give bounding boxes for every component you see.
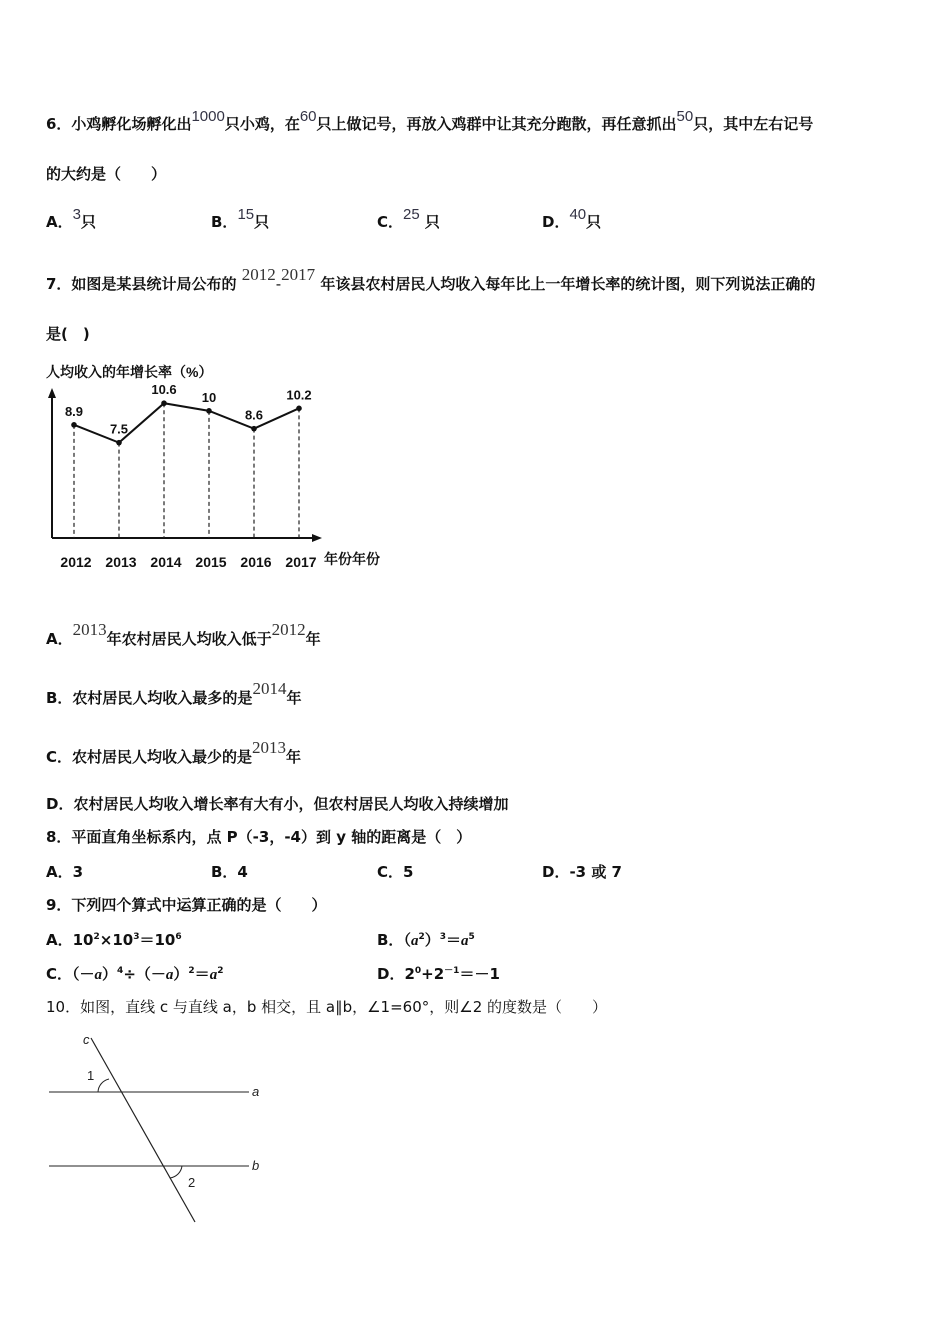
q6-option-b-unit: 只 xyxy=(254,213,270,231)
q6-option-c-value: 25 xyxy=(403,206,420,223)
q6-number-50: 50 xyxy=(676,108,694,125)
data-label-2015: 10 xyxy=(201,389,217,405)
q9-option-a xyxy=(46,929,182,950)
q7-year-2017: 2017 xyxy=(281,265,316,284)
label-angle-2: 2 xyxy=(188,1175,196,1190)
parallel-lines-figure xyxy=(45,1030,275,1230)
x-tick-2016: 2016 xyxy=(240,554,272,570)
q9-a-exp-1: 2 xyxy=(93,932,100,942)
q9-question: 9．下列四个算式中运算正确的是（ ） xyxy=(46,896,327,914)
q9-option-b xyxy=(377,929,475,950)
angle-1-arc xyxy=(98,1079,109,1092)
q7-text-2: 年该县农村居民人均收入每年比上一年增长率的统计图，则下列说法正确的 xyxy=(320,275,816,293)
q6-option-a xyxy=(46,206,96,232)
q9-c-exp-1: 4 xyxy=(117,966,124,976)
data-label-2012: 8.9 xyxy=(64,403,84,419)
q9-option-d xyxy=(377,963,500,984)
q6-text-4: 只，其中左右记号 xyxy=(693,115,814,133)
q6-number-60: 60 xyxy=(299,108,317,125)
q7-option-a-text-1: 年农村居民人均收入低于 xyxy=(106,630,272,648)
x-axis-arrow xyxy=(312,534,322,542)
q9-d-exp-2: －1 xyxy=(444,966,460,976)
q6-option-a-label: A． xyxy=(46,213,73,231)
x-tick-2012: 2012 xyxy=(60,554,92,570)
q9-option-c xyxy=(46,963,223,984)
q6-option-b xyxy=(211,206,270,232)
q8-option-a: A．3 xyxy=(46,863,84,881)
data-point-2016 xyxy=(251,426,257,432)
q7-option-c xyxy=(46,738,302,767)
q6-line-2: 的大约是（ ） xyxy=(46,165,167,183)
q9-b-var-1: a xyxy=(410,933,419,949)
data-point-2013 xyxy=(116,440,122,446)
data-point-2017 xyxy=(296,406,302,412)
q9-c-paren-1: （－ xyxy=(72,965,95,983)
q7-year-2012: 2012 xyxy=(241,265,276,284)
q9-b-eq: ＝ xyxy=(446,931,462,949)
data-point-2012 xyxy=(71,422,77,428)
q6-option-a-unit: 只 xyxy=(80,213,96,231)
q8-option-b: B．4 xyxy=(211,863,248,881)
q9-c-paren-2: ） xyxy=(102,965,118,983)
q6-option-d xyxy=(542,206,602,232)
q6-option-b-value: 15 xyxy=(237,206,255,223)
x-tick-2017: 2017 xyxy=(285,554,317,570)
q9-c-var-1: a xyxy=(94,967,103,983)
data-point-2014 xyxy=(161,400,167,406)
label-c: c xyxy=(83,1032,90,1047)
q8-option-c: C．5 xyxy=(377,863,414,881)
q7-line-2: 是( ) xyxy=(46,325,90,343)
q7-option-d: D．农村居民人均收入增长率有大有小，但农村居民人均收入持续增加 xyxy=(46,795,509,813)
q7-option-a-text-2: 年 xyxy=(305,630,321,648)
q7-option-b-label: B．农村居民人均收入最多的是 xyxy=(46,689,253,707)
q6-text-1: 6．小鸡孵化场孵化出 xyxy=(46,115,192,133)
q7-line-1 xyxy=(46,265,816,294)
q9-b-exp-2: 3 xyxy=(439,932,446,942)
q7-option-a xyxy=(46,620,321,649)
q7-option-a-year-2: 2012 xyxy=(271,620,306,639)
q9-c-var-2: a xyxy=(165,967,174,983)
x-tick-2013: 2013 xyxy=(105,554,137,570)
q9-d-exp-1: 0 xyxy=(414,966,422,976)
q7-option-b-text: 年 xyxy=(286,689,302,707)
q9-a-mul: ×10 xyxy=(99,931,134,949)
q7-text-1: 7．如图是某县统计局公布的 xyxy=(46,275,237,293)
q7-option-a-label: A． xyxy=(46,630,73,648)
chart-title: 人均收入的年增长率（%） xyxy=(46,364,213,380)
q9-c-div: ÷（－ xyxy=(123,965,166,983)
q7-option-b-year: 2014 xyxy=(252,679,287,698)
q6-option-c-unit: 只 xyxy=(419,213,440,231)
q9-b-var-2: a xyxy=(461,933,469,949)
q9-b-label: B． xyxy=(377,931,404,949)
x-axis-label: 年份年份 xyxy=(324,551,380,567)
q9-b-exp-1: 2 xyxy=(418,932,425,942)
q9-a-base-1: 10 xyxy=(72,931,94,949)
q9-c-var-3: a xyxy=(209,967,218,983)
q9-c-label: C． xyxy=(46,965,73,983)
q6-option-d-value: 40 xyxy=(569,206,587,223)
q6-option-d-unit: 只 xyxy=(586,213,602,231)
q9-c-eq: ＝ xyxy=(194,965,210,983)
q6-text-2: 只小鸡，在 xyxy=(224,115,300,133)
data-point-2015 xyxy=(206,408,212,414)
chart-marks xyxy=(60,382,316,570)
q9-c-paren-3: ） xyxy=(173,965,189,983)
q9-b-exp-3: 5 xyxy=(468,932,475,942)
data-label-2017: 10.2 xyxy=(286,387,312,403)
growth-rate-line-chart xyxy=(40,360,400,575)
q7-option-c-text: 年 xyxy=(286,748,302,766)
q7-dash: - xyxy=(275,275,282,293)
q7-option-c-year: 2013 xyxy=(252,738,287,757)
q8-question: 8．平面直角坐标系内，点 P（-3，-4）到 y 轴的距离是（ ） xyxy=(46,828,472,846)
q6-option-a-value: 3 xyxy=(72,206,81,223)
q6-option-b-label: B． xyxy=(211,213,238,231)
q9-a-label: A． xyxy=(46,931,73,949)
q9-b-paren-1: （ xyxy=(403,931,411,949)
q10-question: 10．如图，直线 c 与直线 a，b 相交，且 a∥b，∠1=60°，则∠2 的度数是（ ） xyxy=(46,998,608,1016)
q8-option-d: D．-3 或 7 xyxy=(542,863,622,881)
label-b: b xyxy=(252,1158,260,1173)
q6-text-3: 只上做记号，再放入鸡群中让其充分跑散，再任意抓出 xyxy=(316,115,677,133)
q9-d-plus: +2 xyxy=(421,965,445,983)
q6-option-d-label: D． xyxy=(542,213,570,231)
x-tick-2014: 2014 xyxy=(150,554,182,570)
data-label-2016: 8.6 xyxy=(244,407,264,423)
angle-2-arc xyxy=(170,1166,182,1178)
q7-option-c-label: C．农村居民人均收入最少的是 xyxy=(46,748,253,766)
q9-a-exp-2: 3 xyxy=(133,932,140,942)
label-angle-1: 1 xyxy=(87,1068,95,1083)
q9-d-eq: ＝－1 xyxy=(459,965,500,983)
q9-c-exp-2: 2 xyxy=(188,966,195,976)
q9-a-exp-3: 6 xyxy=(175,932,182,942)
x-tick-2015: 2015 xyxy=(195,554,227,570)
data-label-2014: 10.6 xyxy=(151,382,177,398)
q9-b-paren-2: ） xyxy=(424,931,440,949)
q7-option-a-year-1: 2013 xyxy=(72,620,107,639)
q9-c-exp-3: 2 xyxy=(217,966,224,976)
series-line xyxy=(74,403,299,442)
q6-line-1 xyxy=(46,108,814,135)
q9-d-base-1: 2 xyxy=(404,965,415,983)
data-label-2013: 7.5 xyxy=(109,421,129,437)
q7-option-b xyxy=(46,679,302,708)
y-axis-arrow xyxy=(48,388,56,398)
q6-option-c-label: C． xyxy=(377,213,404,231)
q6-option-c xyxy=(377,206,440,232)
q6-number-1000: 1000 xyxy=(191,108,225,125)
q9-a-eq: ＝10 xyxy=(139,931,176,949)
label-a: a xyxy=(252,1084,260,1099)
line-c xyxy=(91,1038,195,1222)
q9-d-label: D． xyxy=(377,965,405,983)
